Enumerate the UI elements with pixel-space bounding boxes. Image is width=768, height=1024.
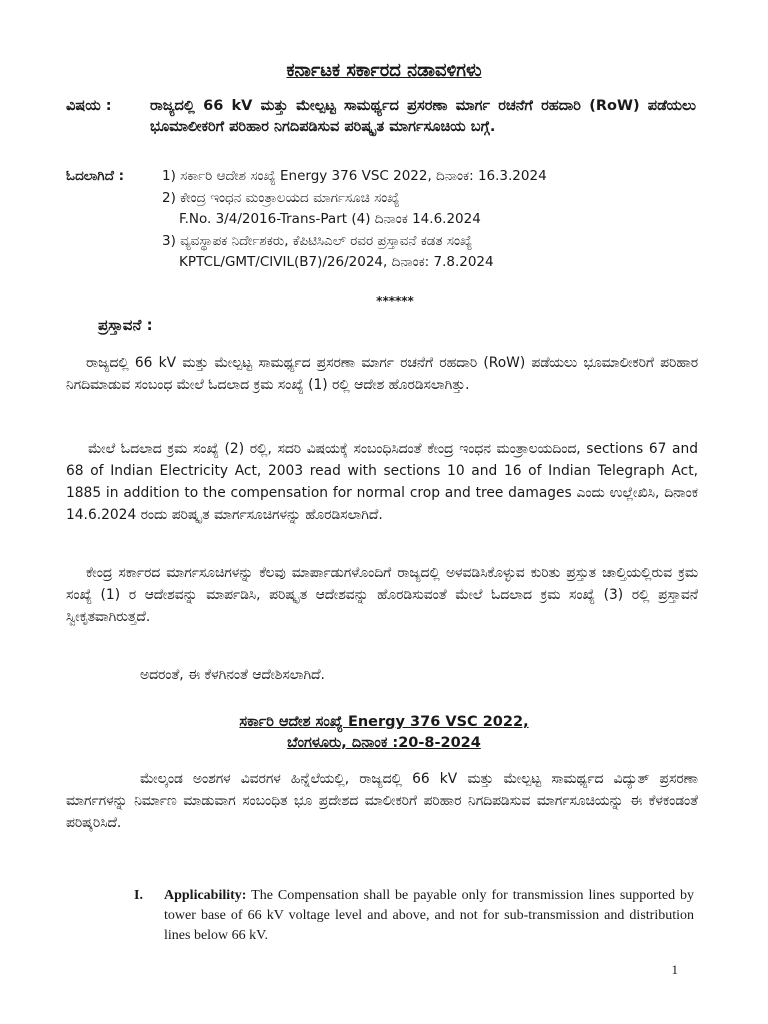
order-heading: [0, 712, 768, 754]
item-number: I.: [134, 888, 143, 903]
order-number: ಸರ್ಕಾರಿ ಆದೇಶ ಸಂಖ್ಯೆ Energy 376 VSC 2022,: [239, 714, 529, 730]
separator-stars: ******: [376, 294, 414, 308]
preamble-paragraph-2: ಮೇಲೆ ಓದಲಾದ ಕ್ರಮ ಸಂಖ್ಯೆ (2) ರಲ್ಲಿ, ಸದರಿ ವಿಷಯಕ್ಕೆ ಸಂಬಂಧಿಸಿದಂತೆ ಕೇಂದ್ರ ಇಂಧನ ಮಂತ್ರಾಲಯದಿಂದ, sections 67 and 68 of Indian Electricity Act, 2003 read with sections 10 and 16 of Indian Telegraph Act, 1885 in addition to the compensation for normal crop and tree damages ಎಂದು ಉಲ್ಲೇಖಿಸಿ, ದಿನಾಂಕ 14.6.2024 ರಂದು ಪರಿಷ್ಕೃತ ಮಾರ್ಗಸೂಚಿಗಳನ್ನು ಹೊರಡಿಸಲಾಗಿದೆ.: [66, 441, 698, 523]
item-text: The Compensation shall be payable only for transmission lines supported by tower base of 66 kV voltage level and above, and not for sub-transmission and distribution lines below 66 kV.: [164, 888, 695, 943]
preamble-paragraph-4: ಅದರಂತೆ, ಈ ಕೆಳಗಿನಂತೆ ಆದೇಶಿಸಲಾಗಿದೆ.: [140, 667, 325, 683]
order-place-date: ಬೆಂಗಳೂರು, ದಿನಾಂಕ :20-8-2024: [287, 735, 481, 751]
item-heading: Applicability:: [164, 888, 247, 903]
subject-text: ರಾಜ್ಯದಲ್ಲಿ 66 kV ಮತ್ತು ಮೇಲ್ಪಟ್ಟ ಸಾಮರ್ಥ್ಯದ ಪ್ರಸರಣಾ ಮಾರ್ಗ ರಚನೆಗೆ ರಹದಾರಿ (RoW) ಪಡೆಯಲು ಭೂಮಾಲೀಕರಿಗೆ ಪರಿಹಾರ ನಿಗದಿಪಡಿಸುವ ಪರಿಷ್ಕೃತ ಮಾರ್ಗಸೂಚಿಯ ಬಗ್ಗೆ.: [150, 98, 696, 135]
preamble-paragraph-1: ರಾಜ್ಯದಲ್ಲಿ 66 kV ಮತ್ತು ಮೇಲ್ಪಟ್ಟ ಸಾಮರ್ಥ್ಯದ ಪ್ರಸರಣಾ ಮಾರ್ಗ ರಚನೆಗೆ ರಹದಾರಿ (RoW) ಪಡೆಯಲು ಭೂಮಾಲೀಕರಿಗೆ ಪರಿಹಾರ ನಿಗದಿಮಾಡುವ ಸಂಬಂಧ ಮೇಲೆ ಓದಲಾದ ಕ್ರಮ ಸಂಖ್ಯೆ (1) ರಲ್ಲಿ ಆದೇಶ ಹೊರಡಿಸಲಾಗಿತ್ತು.: [66, 355, 698, 393]
document-title: ಕರ್ನಾಟಕ ಸರ್ಕಾರದ ನಡಾವಳಿಗಳು: [286, 60, 482, 81]
references-block: [66, 166, 696, 274]
reference-subline: KPTCL/GMT/CIVIL(B7)/26/2024, ದಿನಾಂಕ: 7.8.2024: [179, 254, 494, 270]
reference-line: 1) ಸರ್ಕಾರಿ ಆದೇಶ ಸಂಖ್ಯೆ Energy 376 VSC 2022, ದಿನಾಂಕ: 16.3.2024: [162, 168, 547, 184]
subject-label: ವಿಷಯ :: [66, 98, 112, 114]
order-paragraph: ಮೇಲ್ಕಂಡ ಅಂಶಗಳ ವಿವರಗಳ ಹಿನ್ನೆಲೆಯಲ್ಲಿ, ರಾಜ್ಯದಲ್ಲಿ 66 kV ಮತ್ತು ಮೇಲ್ಪಟ್ಟ ಸಾಮರ್ಥ್ಯದ ವಿದ್ಯುತ್ ಪ್ರಸರಣಾ ಮಾರ್ಗಗಳನ್ನು ನಿರ್ಮಾಣ ಮಾಡುವಾಗ ಸಂಬಂಧಿತ ಭೂ ಪ್ರದೇಶದ ಮಾಲೀಕರಿಗೆ ಪರಿಹಾರ ನಿಗದಿಪಡಿಸುವ ಮಾರ್ಗಸೂಚಿಯನ್ನು ಈ ಕೆಳಕಂಡಂತೆ ಪರಿಷ್ಕರಿಸಿದೆ.: [66, 771, 698, 831]
reference-subline: F.No. 3/4/2016-Trans-Part (4) ದಿನಾಂಕ 14.6.2024: [179, 211, 481, 227]
applicability-item: [134, 886, 694, 946]
page-number: 1: [671, 962, 678, 977]
reference-item: [162, 188, 696, 231]
reference-line: 3) ವ್ಯವಸ್ಥಾಪಕ ನಿರ್ದೇಶಕರು, ಕೆಪಿಟಿಸಿಎಲ್ ರವರ ಪ್ರಸ್ತಾವನೆ ಕಡತ ಸಂಖ್ಯೆ: [162, 232, 473, 249]
references-list: [162, 166, 696, 274]
subject-block: [66, 96, 696, 138]
preamble-paragraph-3: ಕೇಂದ್ರ ಸರ್ಕಾರದ ಮಾರ್ಗಸೂಚಿಗಳನ್ನು ಕೆಲವು ಮಾರ್ಪಾಡುಗಳೊಂದಿಗೆ ರಾಜ್ಯದಲ್ಲಿ ಅಳವಡಿಸಿಕೊಳ್ಳುವ ಕುರಿತು ಪ್ರಸ್ತುತ ಚಾಲ್ತಿಯಲ್ಲಿರುವ ಕ್ರಮ ಸಂಖ್ಯೆ (1) ರ ಆದೇಶವನ್ನು ಮಾರ್ಪಡಿಸಿ, ಪರಿಷ್ಕೃತ ಆದೇಶವನ್ನು ಹೊರಡಿಸುವಂತೆ ಮೇಲೆ ಓದಲಾದ ಕ್ರಮ ಸಂಖ್ಯೆ (3) ರಲ್ಲಿ ಪ್ರಸ್ತಾವನೆ ಸ್ವೀಕೃತವಾಗಿರುತ್ತದೆ.: [66, 565, 698, 625]
reference-line: 2) ಕೇಂದ್ರ ಇಂಧನ ಮಂತ್ರಾಲಯದ ಮಾರ್ಗಸೂಚಿ ಸಂಖ್ಯೆ: [162, 189, 400, 206]
preamble-heading: ಪ್ರಸ್ತಾವನೆ :: [98, 316, 153, 334]
references-label: ಓದಲಾಗಿದೆ :: [66, 168, 125, 184]
reference-item: [162, 166, 696, 188]
reference-item: [162, 231, 696, 274]
